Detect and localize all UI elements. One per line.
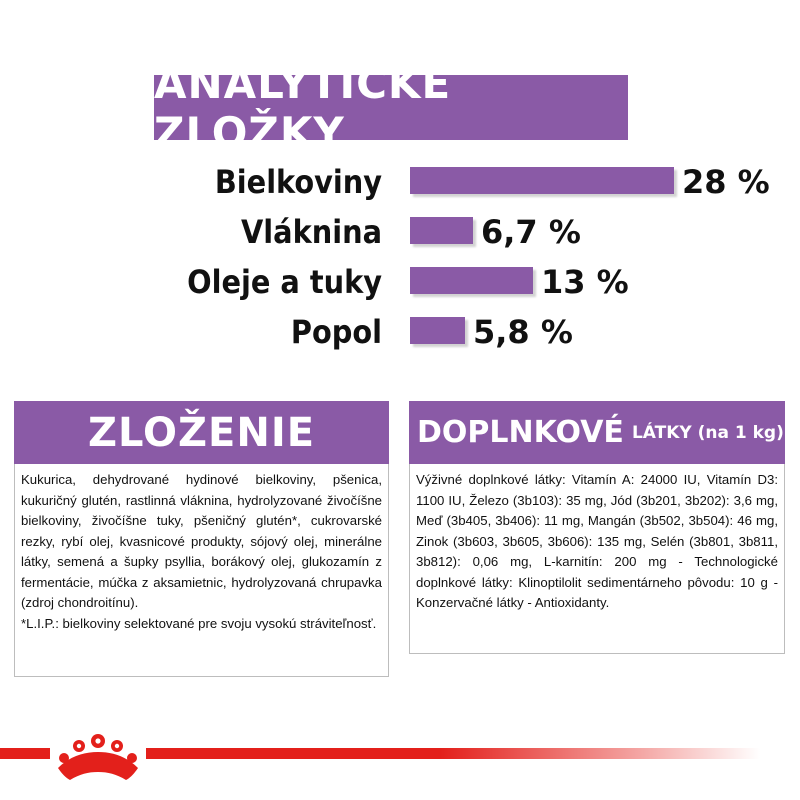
analytic-label: Bielkoviny (214, 163, 382, 201)
analytic-row (0, 260, 800, 304)
additives-title-main: DOPLNKOVÉ (417, 415, 624, 450)
composition-box (14, 464, 389, 677)
analytic-title: ANALYTICKÉ ZLOŽKY (154, 58, 452, 157)
analytic-label: Vláknina (241, 213, 382, 251)
royal-canin-crown-icon (50, 728, 146, 786)
analytic-bar (410, 167, 674, 194)
additives-text: Výživné doplnkové látky: Vitamín A: 24000 IU, Vitamín D3: 1100 IU, Železo (3b103): 35 mg, Jód (3b201, 3b202): 3,6 mg, Meď (3b405, 3b406): 11 mg, Mangán (3b502, 3b504): 46 mg, Zinok (3b603, 3b605, 3b606): 135 mg, Selén (3b801, 3b811, 3b812): 0,06 mg, L-karnitín: 200 mg - Technologické doplnkové látky: Klinoptilolit sedimentárneho pôvodu: 10 g - Konzervačné látky - Antioxidanty. (416, 472, 778, 610)
analytic-label: Popol (290, 313, 382, 351)
analytic-bar (410, 217, 473, 244)
analytic-row (0, 310, 800, 354)
composition-text: Kukurica, dehydrované hydinové bielkoviny, pšenica, kukuričný glutén, rastlinná vláknina, hydrolyzované živočíšne bielkoviny, živočíšne tuky, pšeničný glutén*, cukrovarské rezky, rybí olej, kvasnicové produkty, sójový olej, minerálne látky, semená a šupky psyllia, borákový olej, glukozamín z fermentácie, múčka z aksamietnic, hydrolyzovaná chrupavka (zdroj chondroitínu). (21, 472, 382, 610)
composition-note: *L.I.P.: bielkoviny selektované pre svoju vysokú stráviteľnosť. (21, 615, 377, 631)
composition-title-banner (14, 401, 389, 464)
analytic-value: 28 % (682, 163, 770, 201)
analytic-label: Oleje a tuky (187, 263, 382, 301)
additives-title-small: LÁTKY (na 1 kg) (631, 422, 784, 443)
additives-title-banner (409, 401, 785, 464)
analytic-row (0, 160, 800, 204)
additives-box (409, 464, 785, 654)
analytic-title-banner (154, 58, 628, 157)
analytic-bar (410, 267, 533, 294)
analytic-value: 6,7 % (481, 213, 581, 251)
analytic-bar (410, 317, 465, 344)
analytic-value: 5,8 % (473, 313, 573, 351)
analytic-value: 13 % (541, 263, 629, 301)
composition-title: ZLOŽENIE (87, 409, 316, 456)
analytic-row (0, 210, 800, 254)
analytic-bar-chart (0, 160, 800, 360)
